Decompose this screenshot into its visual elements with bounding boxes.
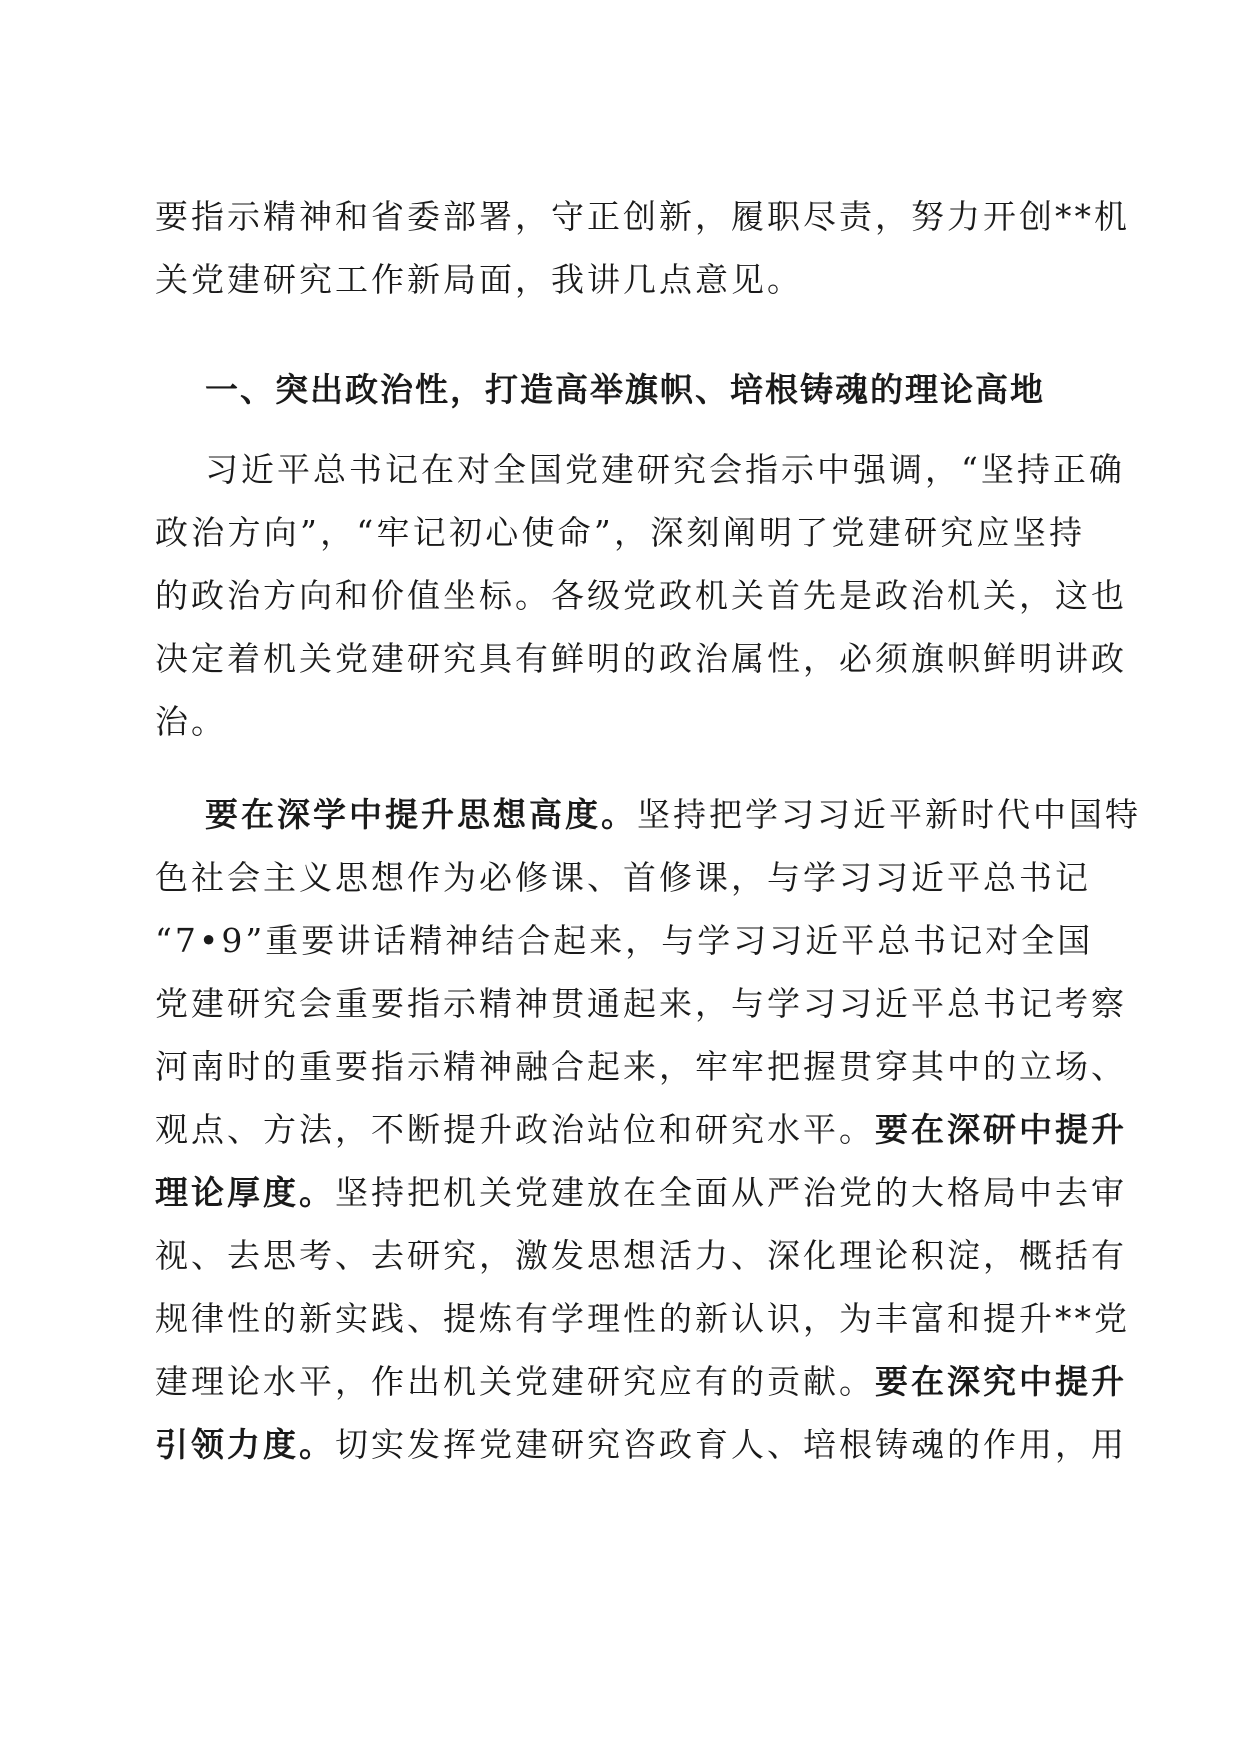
paragraph-line <box>155 1352 1127 1412</box>
emphasis-text: 要在深学中提升思想高度。 <box>205 795 637 834</box>
emphasis-text: 要在深究中提升 <box>875 1362 1127 1401</box>
paragraph-line: 政治方向”，“牢记初心使命”，深刻阐明了党建研究应坚持 <box>155 513 1085 552</box>
paragraph-line: 的政治方向和价值坐标。各级党政机关首先是政治机关，这也 <box>155 576 1127 615</box>
section-heading: 一、突出政治性，打造高举旗帜、培根铸魂的理论高地 <box>205 370 1045 409</box>
paragraph-line <box>205 785 1141 845</box>
body-text: 观点、方法，不断提升政治站位和研究水平。 <box>155 1110 875 1149</box>
paragraph-line <box>155 1163 1127 1223</box>
paragraph-line: 色社会主义思想作为必修课、首修课，与学习习近平总书记 <box>155 858 1091 897</box>
paragraph-line: 关党建研究工作新局面，我讲几点意见。 <box>155 260 803 299</box>
body-text: 建理论水平，作出机关党建研究应有的贡献。 <box>155 1362 875 1401</box>
emphasis-text: 引领力度。 <box>155 1425 335 1464</box>
body-text: 坚持把学习习近平新时代中国特 <box>637 795 1141 834</box>
paragraph-line: 党建研究会重要指示精神贯通起来，与学习习近平总书记考察 <box>155 984 1127 1023</box>
emphasis-text: 理论厚度。 <box>155 1173 335 1212</box>
body-text: 切实发挥党建研究咨政育人、培根铸魂的作用，用 <box>335 1425 1127 1464</box>
paragraph-line: 河南时的重要指示精神融合起来，牢牢把握贯穿其中的立场、 <box>155 1047 1127 1086</box>
emphasis-text: 要在深研中提升 <box>875 1110 1127 1149</box>
paragraph-line: “7•9”重要讲话精神结合起来，与学习习近平总书记对全国 <box>155 921 1094 960</box>
paragraph-line: 要指示精神和省委部署，守正创新，履职尽责，努力开创**机 <box>155 197 1130 236</box>
paragraph-line: 规律性的新实践、提炼有学理性的新认识，为丰富和提升**党 <box>155 1299 1130 1338</box>
paragraph-line <box>155 1415 1127 1475</box>
paragraph-line: 治。 <box>155 702 227 741</box>
paragraph-line: 视、去思考、去研究，激发思想活力、深化理论积淀，概括有 <box>155 1236 1127 1275</box>
paragraph-line: 决定着机关党建研究具有鲜明的政治属性，必须旗帜鲜明讲政 <box>155 639 1127 678</box>
paragraph-line: 习近平总书记在对全国党建研究会指示中强调，“坚持正确 <box>205 450 1125 489</box>
body-text: 坚持把机关党建放在全面从严治党的大格局中去审 <box>335 1173 1127 1212</box>
paragraph-line <box>155 1100 1127 1160</box>
